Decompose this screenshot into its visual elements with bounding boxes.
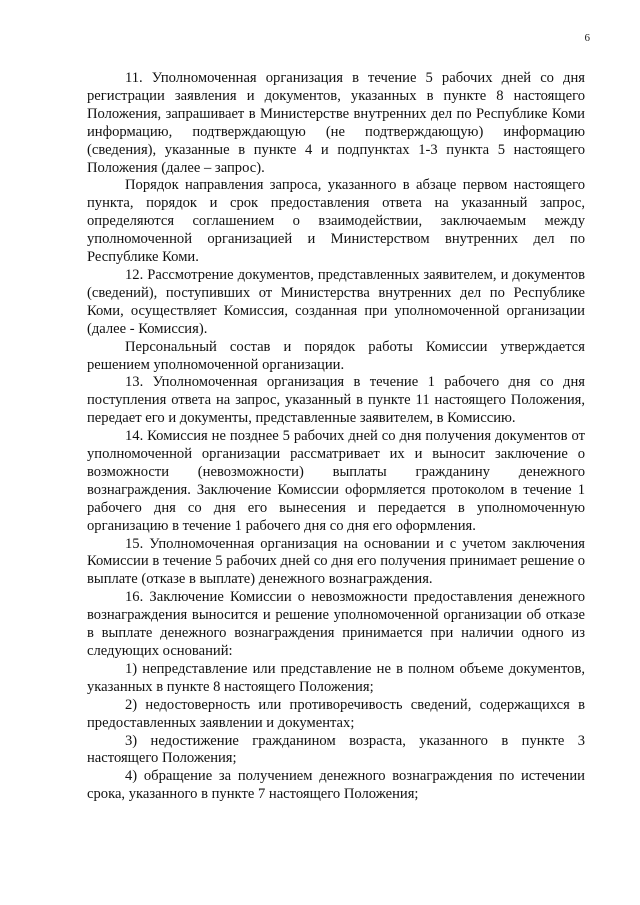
paragraph-11-request-procedure: Порядок направления запроса, указанного в абзаце первом настоящего пункта, порядок и срок предоставления ответа на указанный запрос, определяются соглашением о взаимодействии, заключаемым между уполномоченной организацией и Министерством внутренних дел по Республике Коми.: [87, 177, 585, 266]
paragraph-14: 14. Комиссия не позднее 5 рабочих дней со дня получения документов от уполномоченной организации рассматривает их и выносит заключение о возможности (невозможности) выплаты гражданину денежного вознаграждения. Заключение Комиссии оформляется протоколом в течение 1 рабочего дня со дня его вынесения и передается в уполномоченную организацию в течение 1 рабочего дня со дня его оформления.: [87, 428, 585, 534]
list-item-4: 4) обращение за получением денежного вознаграждения по истечении срока, указанного в пункте 7 настоящего Положения;: [87, 768, 585, 803]
paragraph-11: 11. Уполномоченная организация в течение 5 рабочих дней со дня регистрации заявления и документов, указанных в пункте 8 настоящего Положения, запрашивает в Министерстве внутренних дел по Республике Коми информацию, подтверждающую (не подтверждающую) информацию (сведения), указанные в пункте 4 и подпунктах 1-3 пункта 5 настоящего Положения (далее – запрос).: [87, 70, 585, 176]
paragraph-12-commission-composition: Персональный состав и порядок работы Комиссии утверждается решением уполномоченной организации.: [87, 338, 585, 373]
paragraph-13: 13. Уполномоченная организация в течение 1 рабочего дня со дня поступления ответа на запрос, указанный в пункте 11 настоящего Положения, передает его и документы, представленные заявителем, в Комиссию.: [87, 374, 585, 427]
page-number: 6: [584, 32, 590, 44]
list-item-3: 3) недостижение гражданином возраста, указанного в пункте 3 настоящего Положения;: [87, 732, 585, 767]
list-item-1: 1) непредставление или представление не в полном объеме документов, указанных в пункте 8 настоящего Положения;: [87, 660, 585, 695]
paragraph-15: 15. Уполномоченная организация на основании и с учетом заключения Комиссии в течение 5 рабочих дней со дня его получения принимает решение о выплате (отказе в выплате) денежного вознаграждения.: [87, 535, 585, 588]
document-body: [87, 70, 585, 804]
list-item-2: 2) недостоверность или противоречивость сведений, содержащихся в предоставленных заявлении и документах;: [87, 696, 585, 731]
paragraph-12: 12. Рассмотрение документов, представленных заявителем, и документов (сведений), поступивших от Министерства внутренних дел по Республике Коми, осуществляет Комиссия, созданная при уполномоченной организации (далее - Комиссия).: [87, 266, 585, 337]
paragraph-16: 16. Заключение Комиссии о невозможности предоставления денежного вознаграждения выносится и решение уполномоченной организации об отказе в выплате денежного вознаграждения принимается при наличии одного из следующих оснований:: [87, 589, 585, 659]
